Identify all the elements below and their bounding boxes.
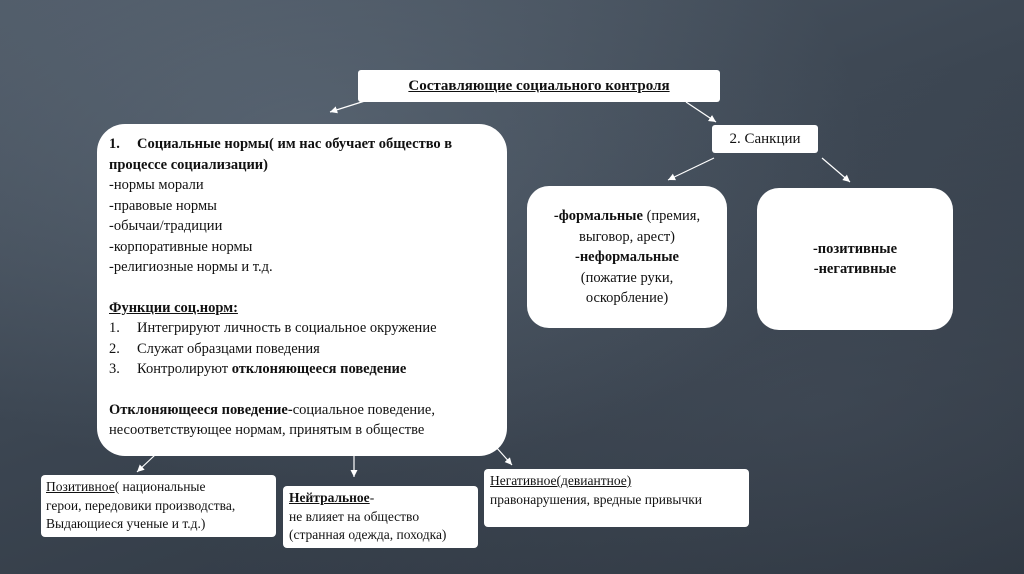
- norms-heading: 1. Социальные нормы( им нас обучает общество в процессе социализации): [109, 136, 453, 173]
- social-norms-box: [97, 124, 507, 456]
- positive-deviation-box: Позитивное( национальные герои, передовики производства, Выдающиеся ученые и т.д.): [41, 475, 276, 537]
- function-item: 3. Контролируют отклоняющееся поведение: [109, 361, 407, 377]
- arrow-sanctions-to-posneg: [822, 158, 850, 182]
- arrow-to-positive: [137, 455, 155, 472]
- title-text: Составляющие социального контроля: [408, 78, 670, 94]
- deviant-definition: Отклоняющееся поведение-социальное поведение, несоответствующее нормам, принятым в обществе: [109, 401, 435, 438]
- informal-label: -неформальные: [575, 249, 679, 265]
- neutral-term: Нейтральное: [289, 490, 370, 505]
- functions-title: Функции соц.норм:: [109, 299, 238, 316]
- sanctions-label: 2. Санкции: [729, 131, 801, 147]
- arrow-title-to-sanctions: [686, 102, 716, 122]
- norms-item: -религиозные нормы и т.д.: [109, 259, 273, 275]
- formal-label: -формальные: [553, 208, 643, 224]
- negative-deviation-box: Негативное(девиантное) правонарушения, вредные привычки: [484, 469, 749, 527]
- neutral-deviation-box: Нейтральное- не влияет на общество (странная одежда, походка): [283, 486, 478, 548]
- function-item: 1. Интегрируют личность в социальное окружение: [109, 320, 437, 336]
- sanctions-box: [712, 125, 818, 153]
- positive-negative-box: [757, 188, 953, 330]
- norms-item: -правовые нормы: [109, 197, 217, 214]
- function-item: 2. Служат образцами поведения: [109, 340, 320, 357]
- diagram-title: [358, 70, 720, 102]
- norms-item: -нормы морали: [109, 177, 204, 193]
- arrow-to-negative: [496, 447, 512, 465]
- arrow-sanctions-to-formal: [668, 158, 714, 180]
- positive-term: Позитивное: [46, 479, 115, 494]
- norms-item: -обычаи/традиции: [109, 218, 223, 234]
- formal-informal-box: -формальные (премия, выговор, арест) -неформальные (пожатие руки, оскорбление): [527, 186, 727, 328]
- norms-item: -корпоративные нормы: [109, 238, 253, 255]
- positive-label: -позитивные: [812, 240, 898, 257]
- negative-label: -негативные: [813, 261, 897, 277]
- negative-term: Негативное(девиантное): [490, 473, 632, 488]
